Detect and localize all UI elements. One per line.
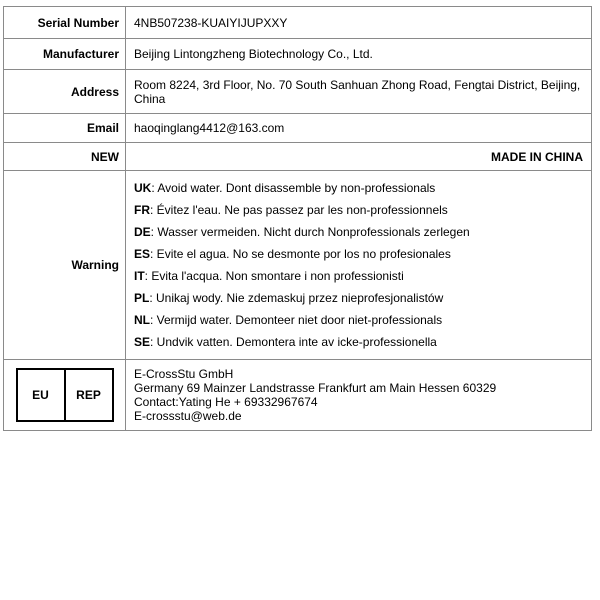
warning-row — [4, 171, 592, 360]
product-label-table — [3, 6, 592, 431]
warning-line-text: : Evite el agua. No se desmonte por los no profesionales — [150, 247, 451, 261]
new-label: NEW — [4, 143, 126, 171]
eu-rep-symbol — [16, 368, 114, 422]
warning-line-text: : Avoid water. Dont disassemble by non-professionals — [151, 181, 436, 195]
warning-lang-code: DE — [134, 225, 151, 239]
origin-row — [4, 143, 592, 171]
eu-rep-contact: Contact:Yating He + 69332967674 — [134, 395, 318, 409]
warning-line-nl — [134, 309, 583, 331]
manufacturer-label: Manufacturer — [4, 39, 126, 70]
warning-line-it — [134, 265, 583, 287]
eu-rep-row — [4, 360, 592, 431]
warning-line-text: : Évitez l'eau. Ne pas passez par les non-professionnels — [150, 203, 448, 217]
warning-lang-code: UK — [134, 181, 152, 195]
manufacturer-value: Beijing Lintongzheng Biotechnology Co., Ltd. — [126, 39, 592, 70]
warning-text-cell — [126, 171, 592, 360]
warning-lang-code: ES — [134, 247, 151, 261]
address-value: Room 8224, 3rd Floor, No. 70 South Sanhuan Zhong Road, Fengtai District, Beijing, China — [126, 70, 592, 114]
warning-line-text: : Unikaj wody. Nie zdemaskuj przez nieprofesjonalistów — [149, 291, 444, 305]
address-label: Address — [4, 70, 126, 114]
made-in-china-text: MADE IN CHINA — [126, 143, 592, 171]
eu-rep-company: E-CrossStu GmbH — [134, 367, 234, 381]
warning-label: Warning — [4, 171, 126, 360]
eu-rep-address: Germany 69 Mainzer Landstrasse Frankfurt am Main Hessen 60329 — [134, 381, 497, 395]
eu-rep-email: E-crossstu@web.de — [134, 409, 242, 423]
serial-number-label: Serial Number — [4, 7, 126, 39]
warning-lang-code: SE — [134, 335, 151, 349]
warning-lang-code: IT — [134, 269, 145, 283]
warning-line-uk — [134, 177, 583, 199]
warning-line-de — [134, 221, 583, 243]
manufacturer-row — [4, 39, 592, 70]
serial-number-value: 4NB507238-KUAIYIJUPXXY — [126, 7, 592, 39]
warning-line-text: : Vermijd water. Demonteer niet door niet-professionals — [150, 313, 443, 327]
warning-lang-code: PL — [134, 291, 150, 305]
warning-line-text: : Wasser vermeiden. Nicht durch Nonprofessionals zerlegen — [150, 225, 470, 239]
warning-line-fr — [134, 199, 583, 221]
warning-line-se — [134, 331, 583, 353]
warning-line-pl — [134, 287, 583, 309]
warning-line-es — [134, 243, 583, 265]
warning-line-text: : Undvik vatten. Demontera inte av icke-professionella — [150, 335, 437, 349]
serial-number-row — [4, 7, 592, 39]
warning-line-text: : Evita l'acqua. Non smontare i non professionisti — [144, 269, 404, 283]
warning-lang-code: NL — [134, 313, 150, 327]
eu-rep-symbol-eu: EU — [32, 388, 49, 402]
email-label: Email — [4, 114, 126, 143]
address-row — [4, 70, 592, 114]
eu-rep-details — [126, 360, 592, 431]
email-value: haoqinglang4412@163.com — [126, 114, 592, 143]
eu-rep-symbol-cell — [4, 360, 126, 431]
email-row — [4, 114, 592, 143]
warning-lang-code: FR — [134, 203, 150, 217]
eu-rep-symbol-rep: REP — [64, 370, 112, 420]
